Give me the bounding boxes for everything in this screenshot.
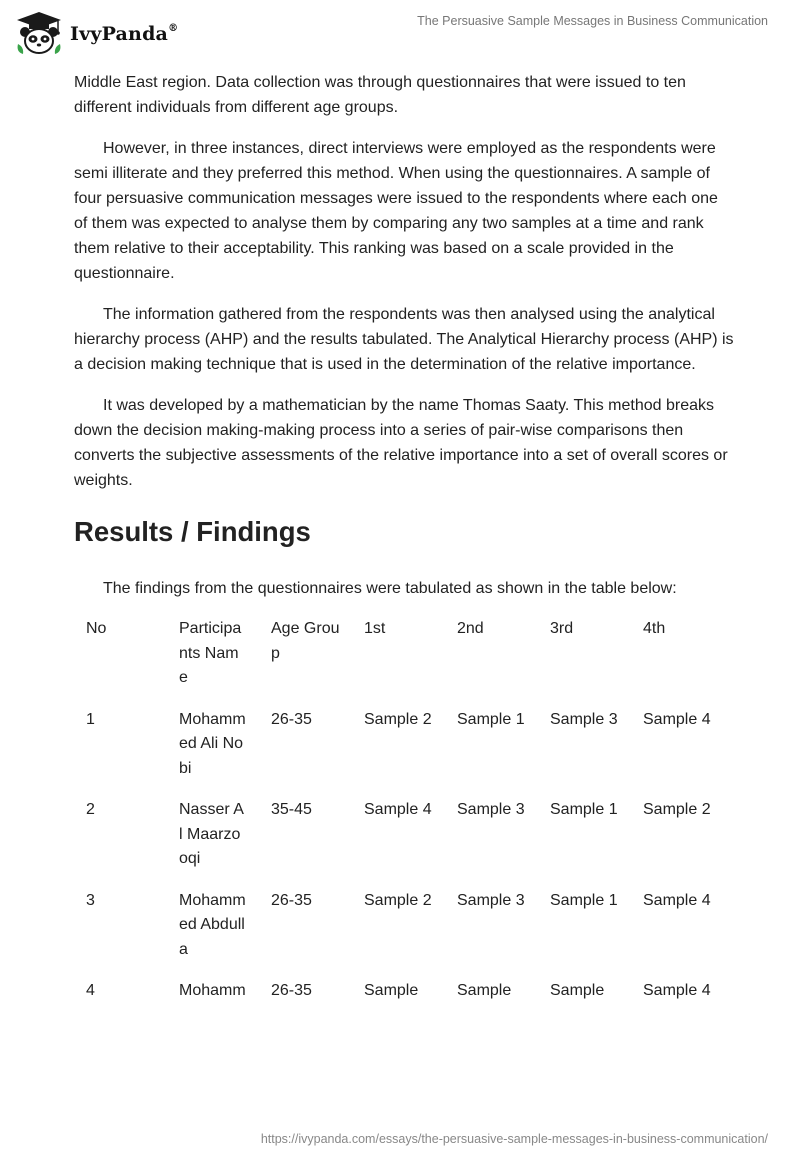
table-cell: Sample 2 <box>643 801 711 818</box>
page-header <box>0 0 800 66</box>
table-cell: Sample 4 <box>643 891 711 909</box>
table-cell: Mohamm <box>179 982 246 999</box>
table-cell: Sample 3 <box>457 891 525 909</box>
brand-logo[interactable] <box>14 10 190 56</box>
table-cell: Sample 4 <box>643 982 711 999</box>
table-cell: Sample 4 <box>364 801 432 818</box>
table-cell: 35-45 <box>271 801 312 818</box>
table-cell: Sample 3 <box>457 801 525 818</box>
table-cell: Sample 4 <box>643 710 711 728</box>
paragraph: The information gathered from the respondents was then analysed using the analytical hierarchy process (AHP) and the results tabulated. The Analytical Hierarchy process (AHP) is a decision making technique that is used in the determination of the relative importance. <box>74 306 734 373</box>
header-cell: 2nd <box>457 620 484 637</box>
header-cell: Age Group <box>271 620 340 662</box>
table-cell: Mohammed Ali Nobi <box>179 710 246 777</box>
panda-graduate-icon <box>14 10 64 56</box>
table-row <box>74 798 724 889</box>
table-cell: 1 <box>86 710 95 728</box>
article-body <box>74 70 734 1021</box>
paragraph: Middle East region. Data collection was through questionnaires that were issued to ten different individuals from different age groups. <box>74 74 686 116</box>
table-intro: The findings from the questionnaires were tabulated as shown in the table below: <box>103 580 677 597</box>
table-header-row <box>74 617 724 708</box>
table-cell: Sample 3 <box>550 710 618 728</box>
source-url[interactable]: https://ivypanda.com/essays/the-persuasive-sample-messages-in-business-communication/ <box>260 1132 768 1146</box>
table-cell: 26-35 <box>271 982 312 999</box>
header-cell: 4th <box>643 620 666 637</box>
header-cell: Participants Name <box>179 620 242 686</box>
table-cell: Sample <box>457 982 512 999</box>
table-cell: 2 <box>86 801 95 818</box>
table-cell: 4 <box>86 982 95 999</box>
table-cell: Sample 2 <box>364 891 432 909</box>
table-cell: Sample 1 <box>550 891 618 909</box>
table-cell: 26-35 <box>271 710 312 728</box>
table-cell: Mohammed Abdulla <box>179 891 246 958</box>
table-cell: Sample 1 <box>550 801 618 818</box>
table-cell: Nasser Al Maarzooqi <box>179 801 244 867</box>
section-heading: Results / Findings <box>74 516 311 547</box>
paragraph: It was developed by a mathematician by the name Thomas Saaty. This method breaks down the decision making-making process into a series of pair-wise comparisons then converts the subjective assessments of the relative importance into a set of overall scores or weights. <box>74 397 728 489</box>
table-cell: 26-35 <box>271 891 312 909</box>
table-cell: Sample <box>364 982 419 999</box>
table-row <box>74 979 724 1021</box>
table-cell: Sample <box>550 982 605 999</box>
header-cell: No <box>86 620 107 637</box>
header-cell: 3rd <box>550 620 574 637</box>
header-cell: 1st <box>364 620 386 637</box>
paragraph: However, in three instances, direct interviews were employed as the respondents were semi illiterate and they preferred this method. When using the questionnaires. A sample of four persuasive communication messages were issued to the respondents where each one of them was expected to analyse them by comparing any two samples at a time and rank them relative to their acceptability. This ranking was based on a scale provided in the questionnaire. <box>74 140 718 282</box>
results-table <box>74 617 724 1021</box>
table-cell: Sample 2 <box>364 710 432 728</box>
brand-name: IvyPanda® <box>70 22 179 45</box>
table-cell: Sample 1 <box>457 710 525 728</box>
table-row <box>74 708 724 799</box>
document-title: The Persuasive Sample Messages in Business Communication <box>417 14 768 28</box>
table-cell: 3 <box>86 891 95 909</box>
table-row <box>74 889 724 980</box>
